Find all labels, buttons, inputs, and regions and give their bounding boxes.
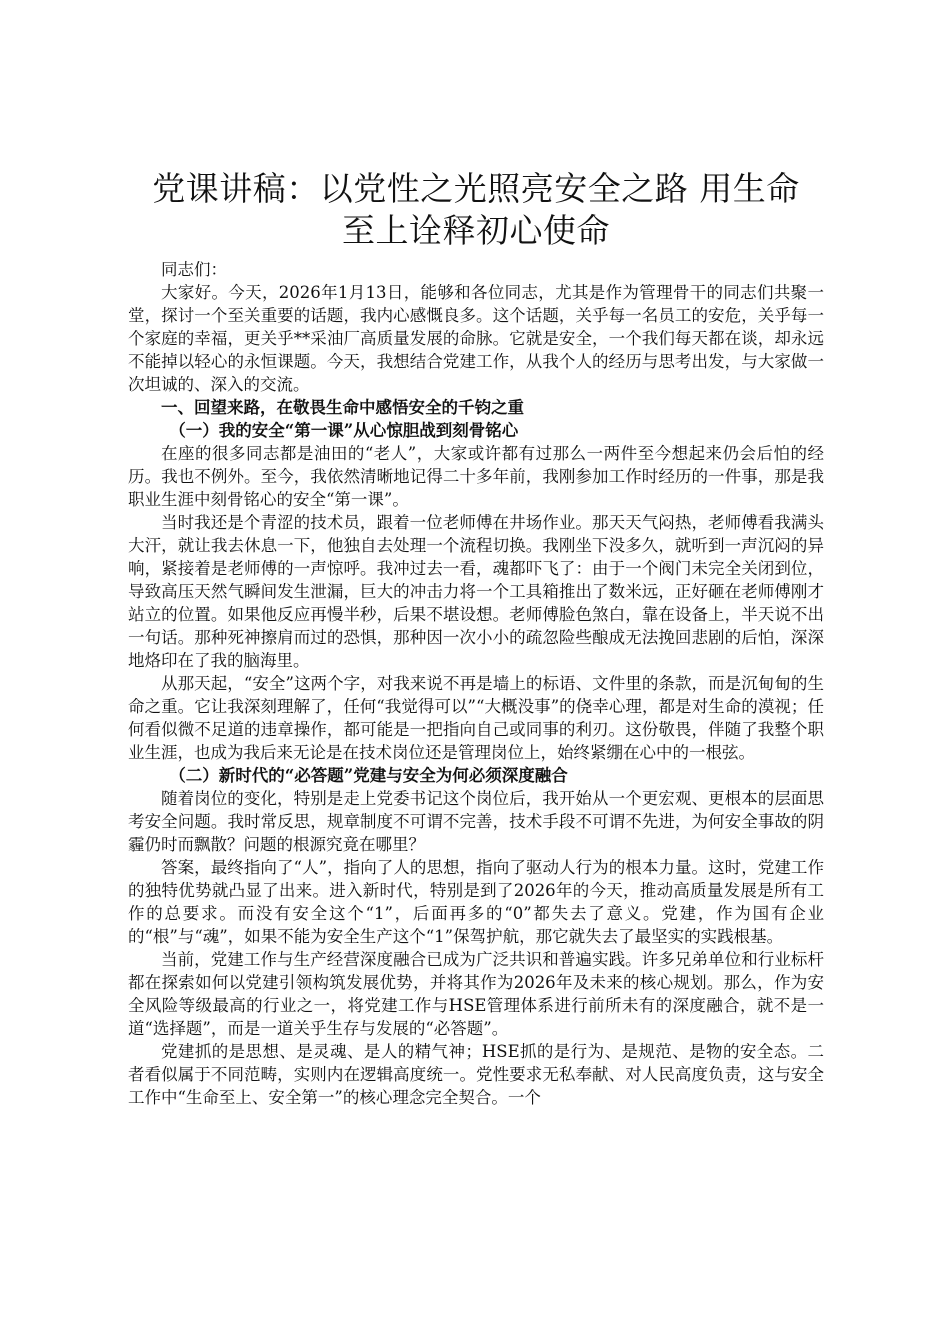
greeting: 同志们： (161, 260, 227, 279)
title-line-2: 至上诠释初心使命 (342, 211, 610, 250)
paragraph-intro: 大家好。今天，2026年1月13日，能够和各位同志，尤其是作为管理骨干的同志们共聚一堂，探讨一个至关重要的话题，我内心感慨良多。这个话题，关乎每一名员工的安危，关乎每一个家庭的幸福，更关乎**采油厂高质量发展的命脉。它就是安全，一个我们每天都在谈，却永远不能掉以轻心的永恒课题。今天，我想结合党建工作，从我个人的经历与思考出发，与大家做一次坦诚的、深入的交流。 (128, 283, 824, 394)
subsection-heading-2: （二）新时代的“必答题”党建与安全为何必须深度融合 (169, 766, 568, 785)
document-page (128, 168, 824, 1109)
paragraph: 当时我还是个青涩的技术员，跟着一位老师傅在井场作业。那天天气闷热，老师傅看我满头大汗，就让我去休息一下，他独自去处理一个流程切换。我刚坐下没多久，就听到一声沉闷的异响，紧接着是老师傅的一声惊呼。我冲过去一看，魂都吓飞了：由于一个阀门未完全关闭到位，导致高压天然气瞬间发生泄漏，巨大的冲击力将一个工具箱推出了数米远，正好砸在老师傅刚才站立的位置。如果他反应再慢半秒，后果不堪设想。老师傅脸色煞白，靠在设备上，半天说不出一句话。那种死神擦肩而过的恐惧，那种因一次小小的疏忽险些酿成无法挽回悲剧的后怕，深深地烙印在了我的脑海里。 (128, 513, 824, 670)
paragraph: 随着岗位的变化，特别是走上党委书记这个岗位后，我开始从一个更宏观、更根本的层面思考安全问题。我时常反思，规章制度不可谓不完善，技术手段不可谓不先进，为何安全事故的阴霾仍时而飘散？问题的根源究竟在哪里？ (128, 789, 824, 854)
document-title (118, 168, 834, 252)
paragraph: 从那天起，“安全”这两个字，对我来说不再是墙上的标语、文件里的条款，而是沉甸甸的生命之重。它让我深刻理解了，任何“我觉得可以”“大概没事”的侥幸心理，都是对生命的漠视；任何看似微不足道的违章操作，都可能是一把指向自己或同事的利刃。这份敬畏，伴随了我整个职业生涯，也成为我后来无论是在技术岗位还是管理岗位上，始终紧绷在心中的一根弦。 (128, 674, 824, 762)
title-line-1: 党课讲稿：以党性之光照亮安全之路 用生命 (152, 169, 800, 208)
section-heading-1: 一、回望来路，在敬畏生命中感悟安全的千钧之重 (161, 398, 524, 417)
paragraph: 党建抓的是思想、是灵魂、是人的精气神；HSE抓的是行为、是规范、是物的安全态。二者看似属于不同范畴，实则内在逻辑高度统一。党性要求无私奉献、对人民高度负责，这与安全工作中“生命至上、安全第一”的核心理念完全契合。一个 (128, 1042, 824, 1107)
paragraph: 当前，党建工作与生产经营深度融合已成为广泛共识和普遍实践。许多兄弟单位和行业标杆都在探索如何以党建引领构筑发展优势，并将其作为2026年及未来的核心规划。那么，作为安全风险等级最高的行业之一，将党建工作与HSE管理体系进行前所未有的深度融合，就不是一道“选择题”，而是一道关乎生存与发展的“必答题”。 (128, 950, 824, 1038)
paragraph: 答案，最终指向了“人”，指向了人的思想，指向了驱动人行为的根本力量。这时，党建工作的独特优势就凸显了出来。进入新时代，特别是到了2026年的今天，推动高质量发展是所有工作的总要求。而没有安全这个“1”，后面再多的“0”都失去了意义。党建，作为国有企业的“根”与“魂”，如果不能为安全生产这个“1”保驾护航，那它就失去了最坚实的实践根基。 (128, 858, 824, 946)
subsection-heading-1: （一）我的安全“第一课”从心惊胆战到刻骨铭心 (169, 421, 519, 440)
paragraph: 在座的很多同志都是油田的“老人”，大家或许都有过那么一两件至今想起来仍会后怕的经历。我也不例外。至今，我依然清晰地记得二十多年前，我刚参加工作时经历的一件事，那是我职业生涯中刻骨铭心的安全“第一课”。 (128, 444, 824, 509)
